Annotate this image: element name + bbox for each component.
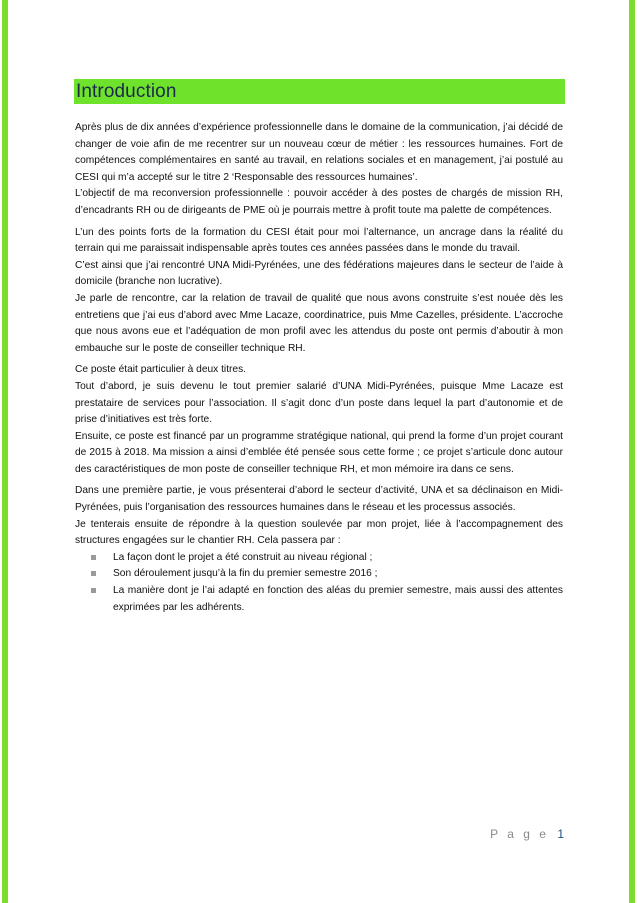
text-line: Je parle de rencontre, car la relation de travail de qualité que nous avons construite s’est nouée dès les entretiens que j’ai eus d’abord avec Mme Lacaze, coordinatrice, puis Mme Cazelles, présidente. L’accroche que nous avons eue et l’adéquation de mon profil avec les attendus du poste ont permis d’aboutir à mon embauche sur le poste de conseiller technique RH. [75, 292, 563, 354]
list-item-text: La façon dont le projet a été construit au niveau régional ; [113, 551, 373, 563]
list-item-text: Son déroulement jusqu’à la fin du premier semestre 2016 ; [113, 568, 378, 580]
section-heading-bar [74, 79, 565, 104]
section-heading: Introduction [76, 80, 177, 102]
paragraph-2 [75, 225, 563, 358]
page-content [75, 79, 563, 616]
right-green-border [629, 0, 635, 903]
text-line: Ensuite, ce poste est financé par un programme stratégique national, qui prend la forme d’un projet courant de 2015 à 2018. Ma mission a ainsi d’emblée été pensée sous cette forme ; ce projet s’articule donc autour des caractéristiques de mon poste de conseiller technique RH, et mon mémoire ira dans ce sens. [75, 430, 563, 475]
text-line: L’objectif de ma reconversion professionnelle : pouvoir accéder à des postes de chargés de mission RH, d’encadrants RH ou de dirigeants de PME où je pourrais mettre à profit toute ma palette de compétences. [75, 188, 563, 216]
list-item [91, 583, 563, 616]
page-footer [490, 827, 564, 841]
text-line: L’un des points forts de la formation du CESI était pour moi l’alternance, un ancrage dans la réalité du terrain qui me paraissait indispensable après toutes ces années passées dans le monde du travail. [75, 226, 563, 255]
text-line: Ce poste était particulier à deux titres. [75, 364, 247, 376]
page-number: 1 [557, 827, 564, 841]
paragraph-4 [75, 483, 563, 549]
list-item [91, 550, 563, 567]
list-item-text: La manière dont je l’ai adapté en fonction des aléas du premier semestre, mais aussi des attentes exprimées par les adhérents. [113, 585, 563, 613]
text-line: Tout d’abord, je suis devenu le tout premier salarié d’UNA Midi-Pyrénées, puisque Mme Lacaze est prestataire de services pour l’association. Il s’agit donc d’un poste dans lequel la part d’autonomie et de prise d’initiatives est très forte. [75, 380, 563, 426]
bullet-list [75, 550, 563, 616]
text-line: Dans une première partie, je vous présenterai d’abord le secteur d’activité, UNA et sa déclinaison en Midi-Pyrénées, puis l’organisation des ressources humaines dans le réseau et les processus associés. [75, 485, 563, 514]
square-bullet-icon [91, 588, 96, 593]
text-line: Après plus de dix années d’expérience professionnelle dans le domaine de la communication, j’ai décidé de changer de voie afin de me recentrer sur un nouveau cœur de métier : les ressources humaines. Fort de compétences complémentaires en santé au travail, en relations sociales et en management, j’ai postulé au CESI qui m’a accepté sur le titre 2 ‘Responsable des ressources humaines’. [75, 122, 563, 183]
paragraph-3 [75, 362, 563, 478]
list-item [91, 566, 563, 583]
page-label: P a g e [490, 827, 549, 841]
paragraph-1 [75, 120, 563, 220]
square-bullet-icon [91, 571, 96, 576]
left-green-border [2, 0, 8, 903]
text-line: Je tenterais ensuite de répondre à la question soulevée par mon projet, liée à l’accompagnement des structures engagées sur le chantier RH. Cela passera par : [75, 518, 563, 547]
text-line: C’est ainsi que j’ai rencontré UNA Midi-Pyrénées, une des fédérations majeures dans le secteur de l’aide à domicile (branche non lucrative). [75, 259, 563, 288]
body-text [75, 120, 563, 616]
square-bullet-icon [91, 555, 96, 560]
